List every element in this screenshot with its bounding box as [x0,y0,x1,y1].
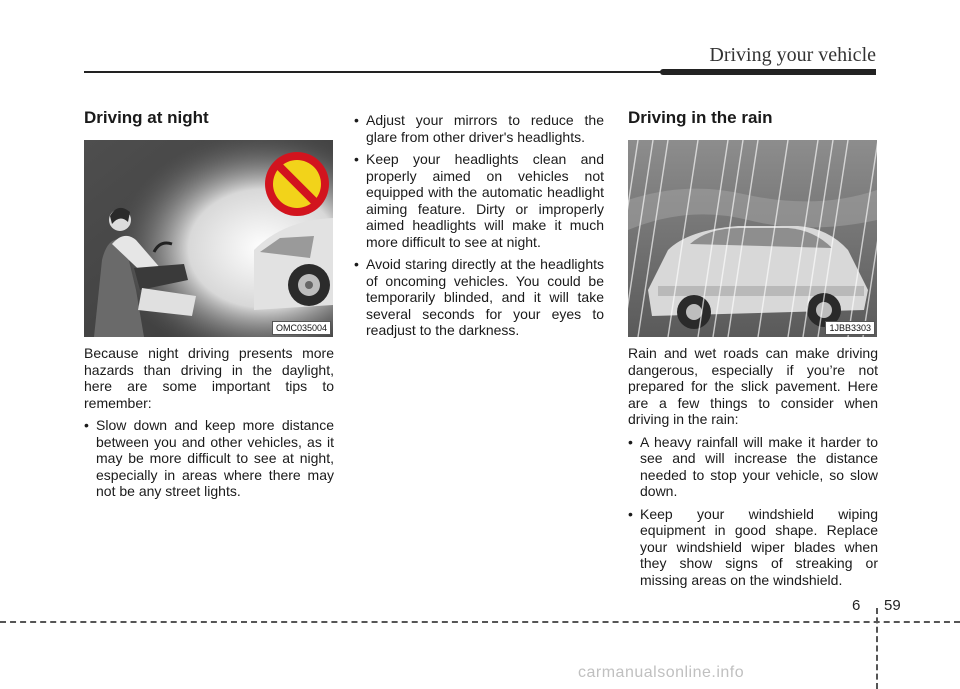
figure-code: OMC035004 [272,321,331,335]
chapter-number: 6 [852,597,861,614]
footer-divider [876,608,878,689]
figure-rain-driving [628,140,877,337]
list-item: • Keep your headlights clean and properly aimed on vehicles not equipped with the automatic headlight aiming feature. Dirty or improperly aimed headlights will make it much more difficult to see at night. [354,151,604,250]
header-rule [84,69,876,75]
figure-night-driving [84,140,333,337]
list-item: • Slow down and keep more distance between you and other vehicles, as it may be more difficult to see at night, especially in areas where there may not be any street lights. [84,417,334,500]
middle-column [354,112,604,345]
heading-driving-at-night: Driving at night [84,108,209,127]
left-intro: Because night driving presents more hazards than driving in the daylight, here are some important tips to remember: [84,345,334,411]
heading-driving-in-rain: Driving in the rain [628,108,773,127]
page-number: 59 [884,597,901,614]
list-item: • A heavy rainfall will make it harder to see and will increase the distance needed to stop your vehicle, so slow down. [628,434,878,500]
right-column [628,108,878,594]
right-bullets [628,434,878,589]
figure-code: 1JBB3303 [825,321,875,335]
running-header: Driving your vehicle [709,44,876,66]
left-bullets [84,417,334,500]
footer-rule [0,621,960,623]
middle-bullets [354,112,604,339]
left-column [84,108,334,506]
list-item: • Keep your windshield wiping equipment in good shape. Replace your windshield wiper blades when they show signs of streaking or missing areas on the windshield. [628,506,878,589]
header-rule-thin [84,71,664,73]
night-driving-illustration [84,140,333,337]
rain-driving-illustration [628,140,877,337]
list-item: • Avoid staring directly at the headlights of oncoming vehicles. You could be temporarily blinded, and it will take several seconds for your eyes to readjust to the darkness. [354,256,604,339]
prohibition-icon [265,152,329,216]
watermark: carmanualsonline.info [578,664,745,681]
right-intro: Rain and wet roads can make driving dangerous, especially if you’re not prepared for the slick pavement. Here are a few things to consider when driving in the rain: [628,345,878,427]
list-item: • Adjust your mirrors to reduce the glare from other driver's headlights. [354,112,604,145]
header-rule-thick [660,69,876,75]
